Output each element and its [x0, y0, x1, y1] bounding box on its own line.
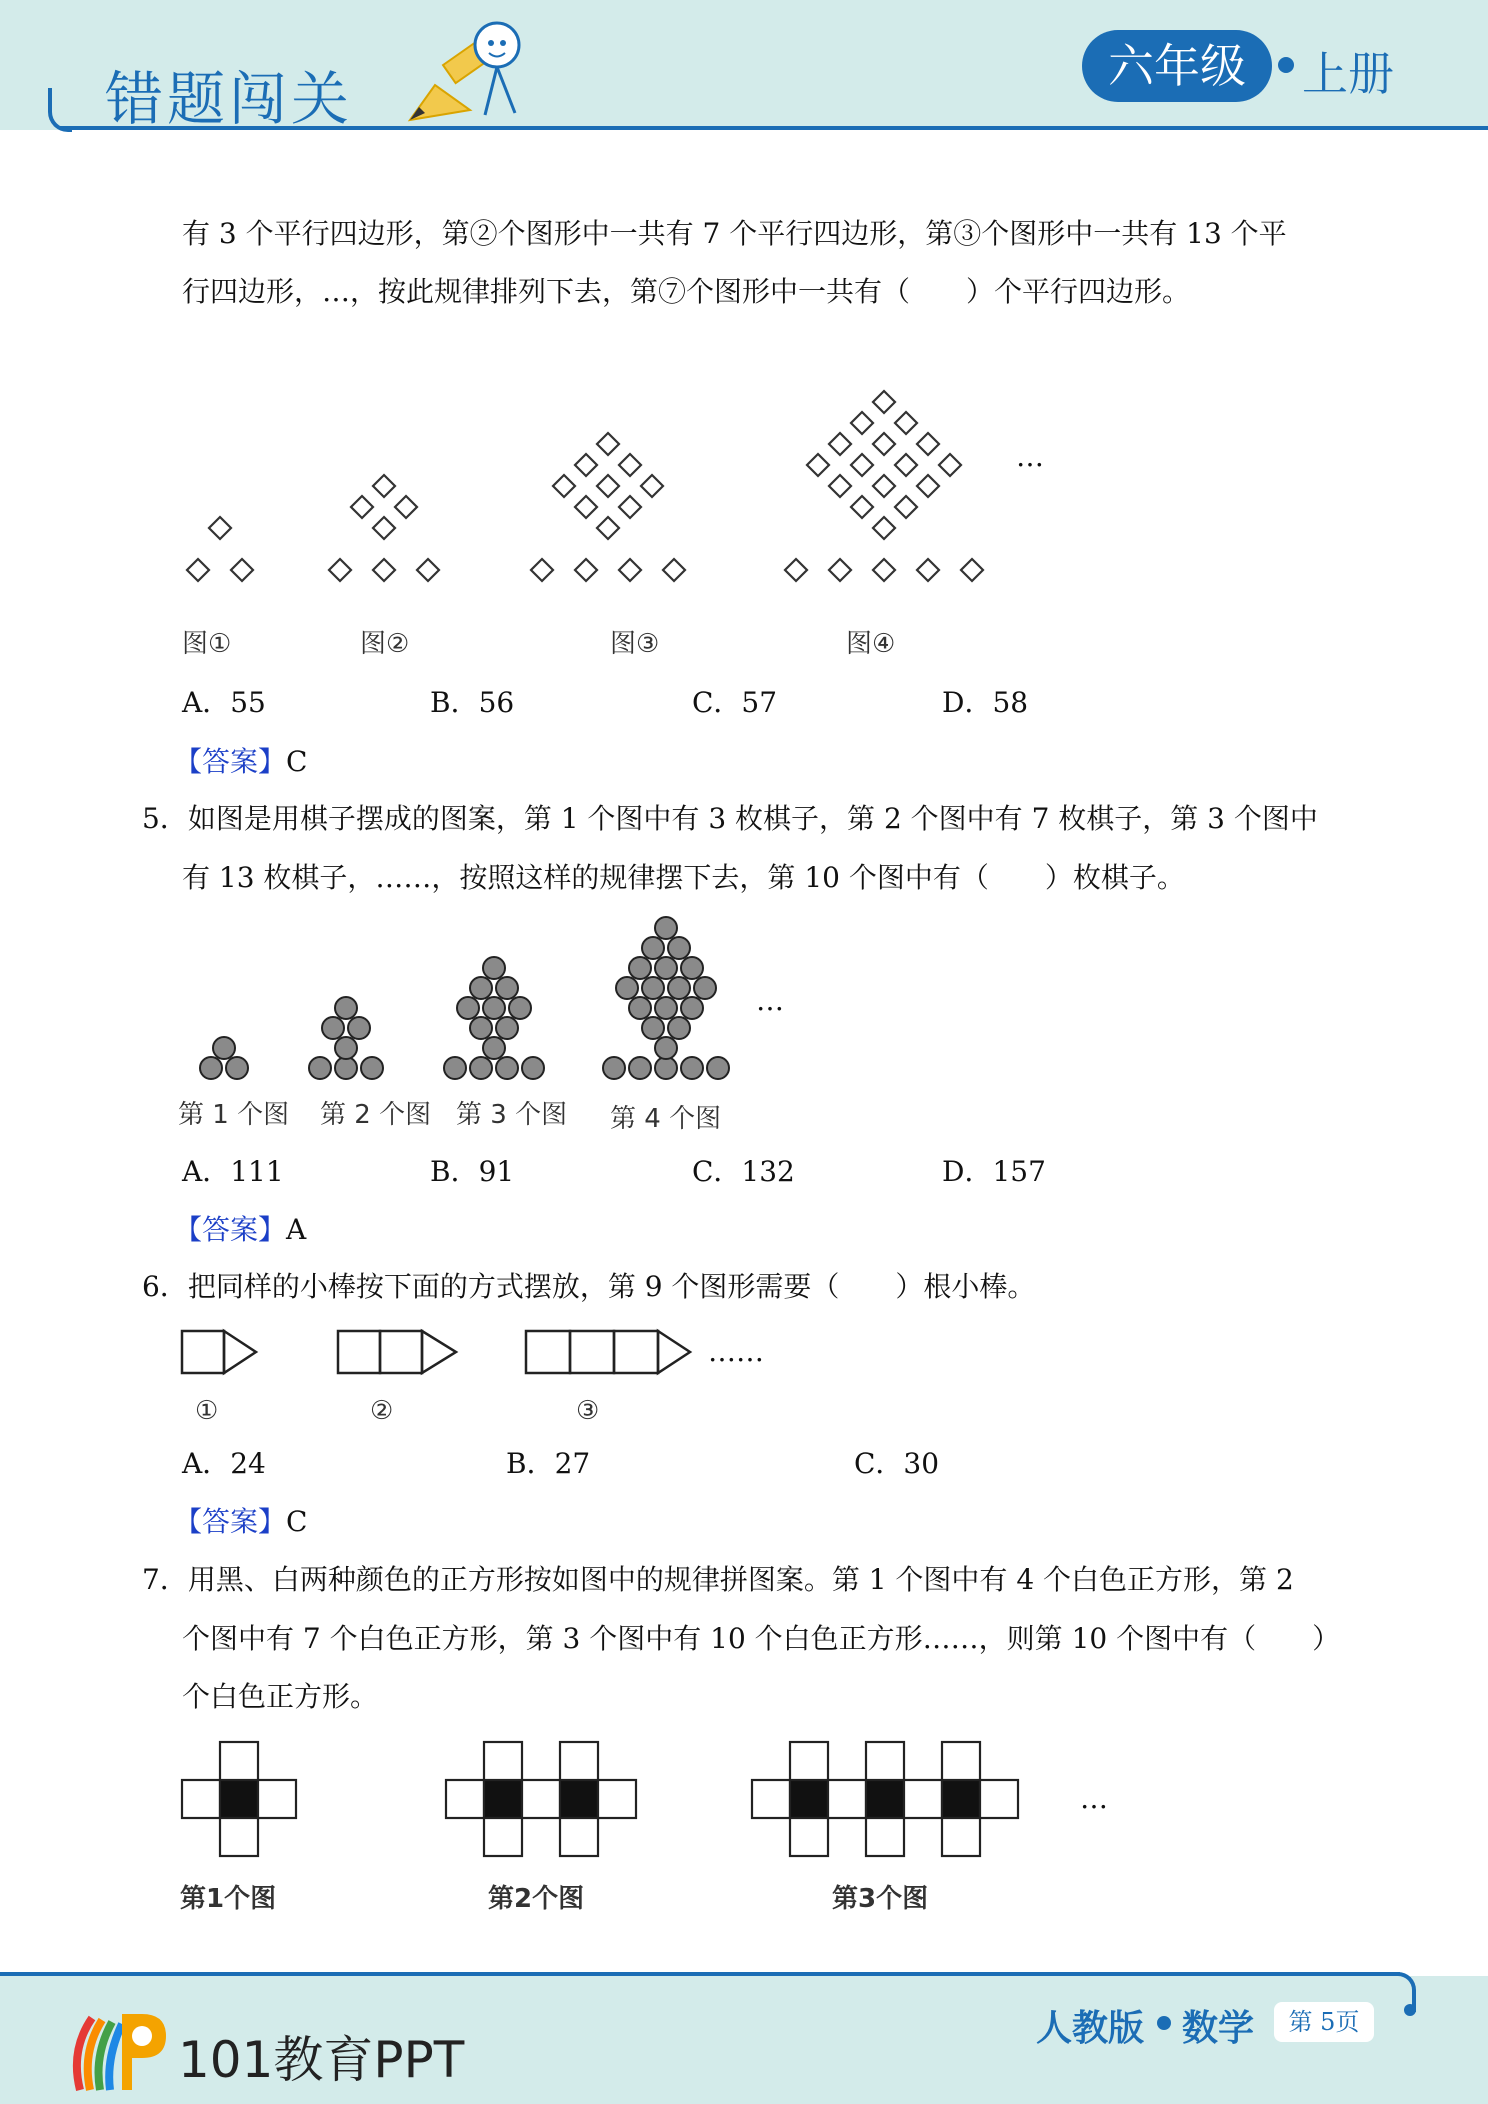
q5-option-a[interactable]: A．111 [182, 1155, 284, 1188]
q6-option-a[interactable]: A．24 [182, 1447, 266, 1480]
header-title: 错题闯关 [105, 65, 354, 133]
q5-answer-label: 【答案】 [174, 1213, 287, 1246]
q6-fig-label-1: ① [195, 1396, 219, 1426]
q4-line-2: 行四边形，…，按此规律排列下去，第⑦个图形中一共有（ ）个平行四边形。 [182, 275, 1191, 308]
q5-answer-value: A [286, 1213, 307, 1246]
q7-white-square [752, 1780, 790, 1818]
q7-white-square [560, 1742, 598, 1780]
q7-black-square [560, 1780, 598, 1818]
subject-label: 数学 [1182, 2008, 1255, 2049]
brand-logo-icon [70, 2000, 170, 2092]
footer-dot [1404, 2004, 1416, 2016]
edition-dot [1157, 2016, 1171, 2030]
q7-black-square [484, 1780, 522, 1818]
q7-white-square [522, 1780, 560, 1818]
q4-line-1: 有 3 个平行四边形，第②个图形中一共有 7 个平行四边形，第③个图形中一共有 13 个平 [182, 217, 1287, 250]
q7-white-square [220, 1818, 258, 1856]
q6-option-b[interactable]: B．27 [506, 1447, 591, 1480]
q6-fig-label-3: ③ [576, 1396, 600, 1426]
q5-fig-label-4: 第 4 个图 [610, 1104, 722, 1134]
q5-ellipsis: … [756, 984, 784, 1017]
q4-option-c[interactable]: C．57 [692, 686, 778, 719]
q6-line-1: 6．把同样的小棒按下面的方式摆放，第 9 个图形需要（ ）根小棒。 [142, 1270, 1036, 1303]
q7-line-3: 个白色正方形。 [182, 1680, 379, 1713]
q4-fig-label-4: 图④ [846, 629, 896, 659]
q7-white-square [484, 1742, 522, 1780]
q5-option-d[interactable]: D．157 [942, 1155, 1046, 1188]
q7-black-square [220, 1780, 258, 1818]
q7-black-square [866, 1780, 904, 1818]
grade-badge: 六年级 [1082, 30, 1272, 102]
q7-white-square [942, 1818, 980, 1856]
q4-fig-label-2: 图② [360, 629, 410, 659]
page-number: 第 5页 [1274, 2002, 1374, 2042]
q6-option-c[interactable]: C．30 [854, 1447, 940, 1480]
q4-answer-value: C [286, 745, 308, 778]
q7-white-square [182, 1780, 220, 1818]
q5-fig-label-2: 第 2 个图 [320, 1100, 432, 1130]
q7-black-square [942, 1780, 980, 1818]
q7-figure-2 [446, 1742, 636, 1856]
q7-fig-label-3: 第3个图 [832, 1884, 929, 1914]
q5-option-b[interactable]: B．91 [430, 1155, 515, 1188]
q5-fig-label-3: 第 3 个图 [456, 1100, 568, 1130]
footer-rule [0, 1972, 1400, 1976]
q7-white-square [942, 1742, 980, 1780]
q7-white-square [866, 1818, 904, 1856]
q7-line-2: 个图中有 7 个白色正方形，第 3 个图中有 10 个白色正方形……，则第 10 个图中有（ ） [182, 1622, 1341, 1655]
q4-answer-label: 【答案】 [174, 745, 287, 778]
q4-option-b[interactable]: B．56 [430, 686, 515, 719]
q5-line-1: 5．如图是用棋子摆成的图案，第 1 个图中有 3 枚棋子，第 2 个图中有 7 枚棋子，第 3 个图中 [142, 802, 1318, 835]
q7-white-square [828, 1780, 866, 1818]
q4-fig-label-3: 图③ [610, 629, 660, 659]
q7-white-square [790, 1818, 828, 1856]
brand-name: 101教育PPT [178, 2031, 465, 2089]
q7-figure-3 [752, 1742, 1018, 1856]
q4-fig-label-1: 图① [182, 629, 232, 659]
q7-white-square [446, 1780, 484, 1818]
q6-fig-label-2: ② [370, 1396, 394, 1426]
q6-ellipsis: …… [708, 1335, 764, 1368]
edition-label: 人教版 [1036, 2008, 1145, 2049]
q7-white-square [484, 1818, 522, 1856]
q6-answer-label: 【答案】 [174, 1505, 287, 1538]
q7-black-square [790, 1780, 828, 1818]
volume-label: 上册 [1302, 47, 1394, 101]
q7-white-square [258, 1780, 296, 1818]
q7-white-square [790, 1742, 828, 1780]
q7-white-square [866, 1742, 904, 1780]
q7-white-square [598, 1780, 636, 1818]
q7-fig-label-2: 第2个图 [488, 1884, 585, 1914]
q7-fig-label-1: 第1个图 [180, 1884, 277, 1914]
q7-figure-1 [182, 1742, 296, 1856]
q4-option-d[interactable]: D．58 [942, 686, 1029, 719]
q6-answer-value: C [286, 1505, 308, 1538]
q7-white-square [980, 1780, 1018, 1818]
q7-line-1: 7．用黑、白两种颜色的正方形按如图中的规律拼图案。第 1 个图中有 4 个白色正方形，第 2 [142, 1563, 1294, 1596]
q7-ellipsis: … [1080, 1782, 1108, 1815]
q7-white-square [904, 1780, 942, 1818]
q7-white-square [220, 1742, 258, 1780]
q4-ellipsis: … [1016, 440, 1044, 473]
q7-white-square [560, 1818, 598, 1856]
q5-option-c[interactable]: C．132 [692, 1155, 795, 1188]
q5-fig-label-1: 第 1 个图 [178, 1100, 290, 1130]
q4-option-a[interactable]: A．55 [182, 686, 266, 719]
q5-line-2: 有 13 枚棋子，……，按照这样的规律摆下去，第 10 个图中有（ ）枚棋子。 [182, 861, 1185, 894]
